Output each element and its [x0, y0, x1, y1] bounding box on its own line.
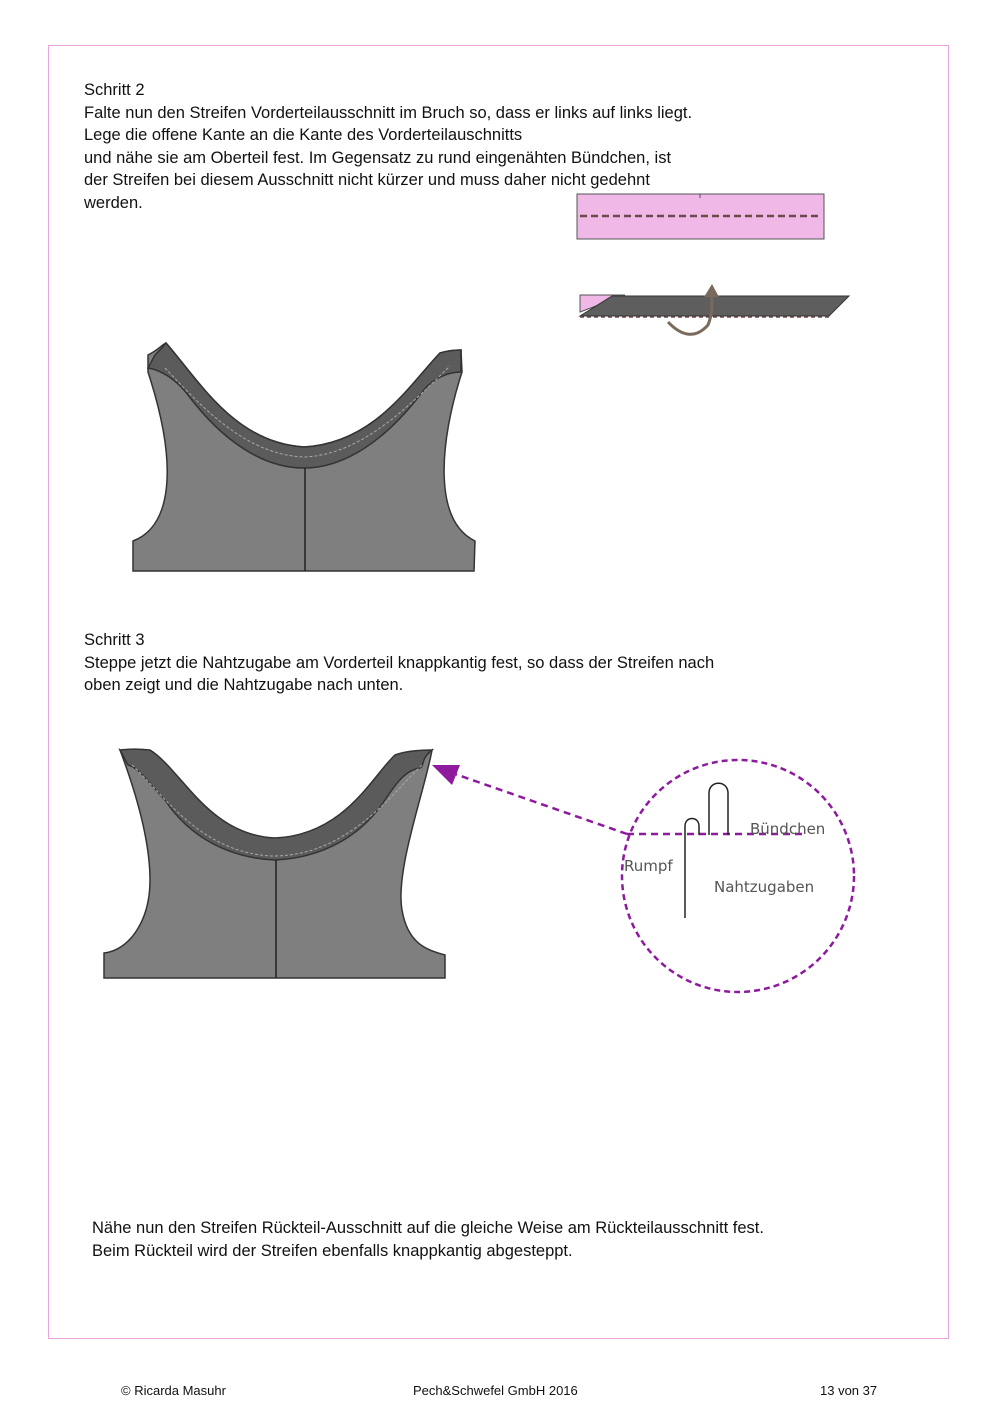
closing-line: Nähe nun den Streifen Rückteil-Ausschnitt auf die gleiche Weise am Rückteilausschnitt fest. — [92, 1219, 764, 1237]
step2-line: und nähe sie am Oberteil fest. Im Gegensatz zu rund eingenähten Bündchen, ist — [84, 148, 672, 167]
label-nahtzugaben: Nahtzugaben — [714, 878, 815, 896]
step2-line: Lege die offene Kante an die Kante des Vorderteilauschnitts — [84, 126, 523, 144]
footer-author: © Ricarda Masuhr — [121, 1383, 226, 1398]
closing-line: Beim Rückteil wird der Streifen ebenfalls knappkantig abgesteppt. — [92, 1241, 573, 1260]
step2-line: werden. — [84, 193, 143, 212]
footer-page-number: 13 von 37 — [820, 1383, 878, 1398]
step2-line: Falte nun den Streifen Vorderteilausschnitt im Bruch so, dass er links auf links liegt. — [84, 103, 693, 122]
strip-unfolded-illustration — [577, 194, 824, 239]
footer-company: Pech&Schwefel GmbH 2016 — [413, 1383, 578, 1398]
garment-front-step3 — [104, 749, 445, 978]
label-rumpf: Rumpf — [624, 857, 673, 875]
label-buendchen: Bündchen — [750, 820, 826, 838]
step2-line: der Streifen bei diesem Ausschnitt nicht kürzer und muss daher nicht gedehnt — [84, 171, 650, 189]
step3-line: Steppe jetzt die Nahtzugabe am Vorderteil knappkantig fest, so dass der Streifen nach — [84, 653, 715, 672]
seam-detail-callout — [432, 760, 854, 992]
step2-heading: Schritt 2 — [84, 81, 145, 99]
step3-line: oben zeigt und die Nahtzugabe nach unten. — [84, 676, 404, 694]
garment-front-step2 — [133, 343, 475, 571]
strip-folded-illustration — [580, 284, 849, 334]
step3-heading: Schritt 3 — [84, 631, 145, 649]
